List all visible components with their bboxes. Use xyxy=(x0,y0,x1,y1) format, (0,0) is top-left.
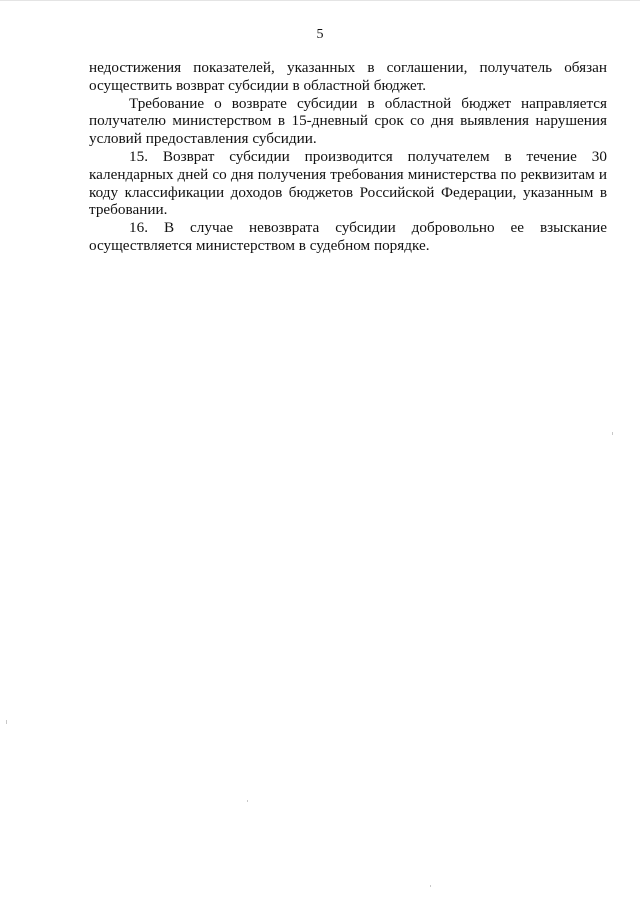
scan-mark-bottom-right xyxy=(430,885,431,887)
page-number: 5 xyxy=(316,27,324,42)
paragraph-item-15: 15. Возврат субсидии производится получателем в течение 30 календарных дней со дня получения требования министерства по реквизитам и коду классификации доходов бюджетов Российской Федерации, указанным в требовании. xyxy=(89,147,607,219)
scan-mark-right xyxy=(612,432,613,435)
paragraph-return-requirement: Требование о возврате субсидии в областной бюджет направляется получателю министерством в 15-дневный срок со дня выявления нарушения условий предоставления субсидии. xyxy=(89,94,607,148)
paragraph-continuation: недостижения показателей, указанных в соглашении, получатель обязан осуществить возврат субсидии в областной бюджет. xyxy=(89,59,607,94)
scan-mark-left xyxy=(6,720,7,724)
document-body xyxy=(89,59,607,255)
paragraph-item-16: 16. В случае невозврата субсидии добровольно ее взыскание осуществляется министерством в судебном порядке. xyxy=(89,219,607,254)
scan-mark-bottom xyxy=(247,800,248,802)
scan-top-edge xyxy=(0,0,640,1)
